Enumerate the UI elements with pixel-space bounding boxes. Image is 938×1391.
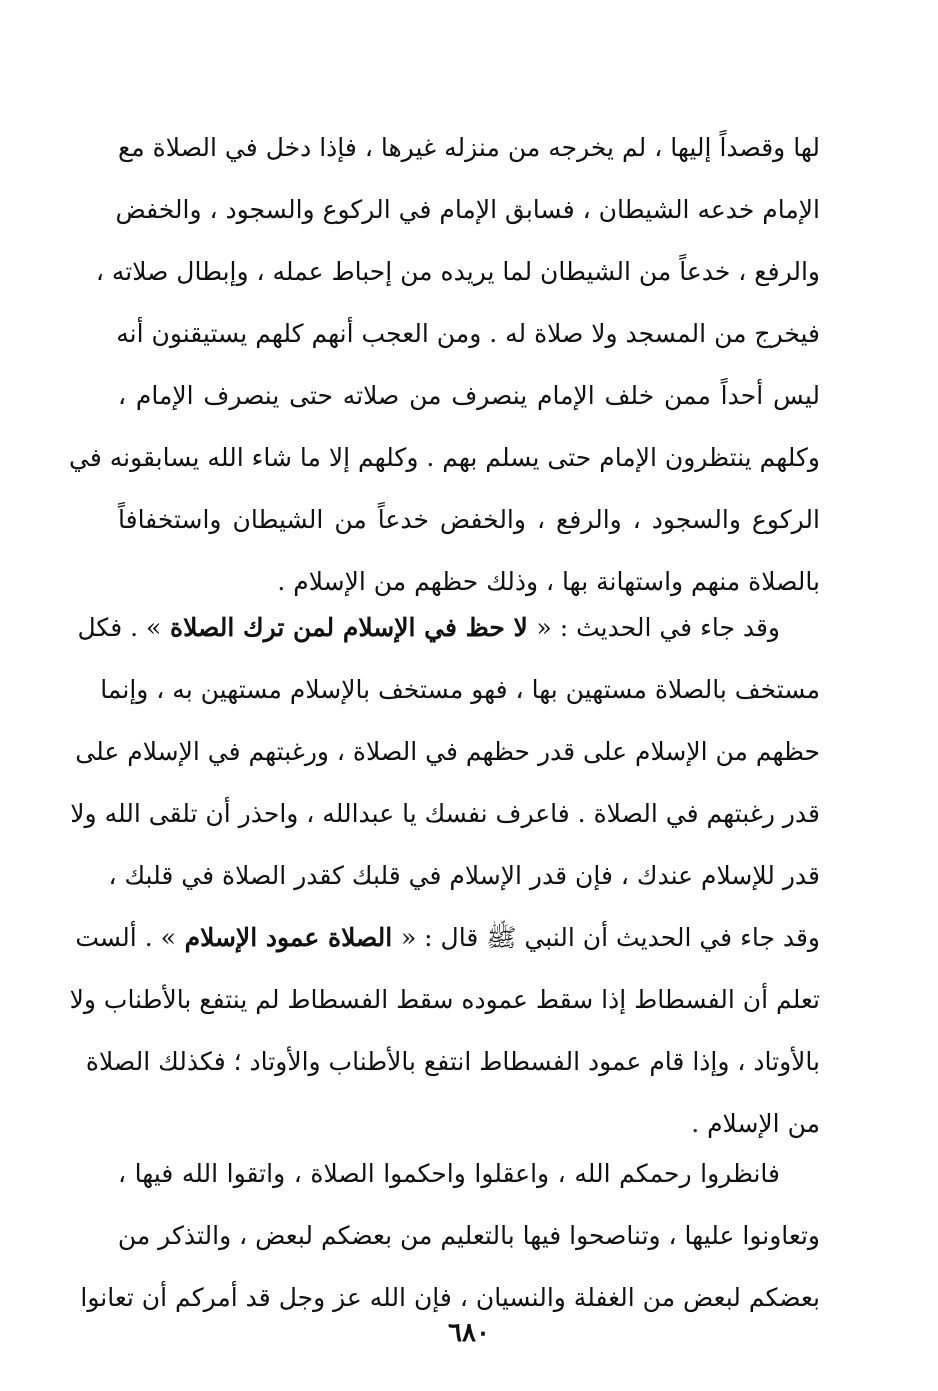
hadith-line: [77, 597, 820, 659]
text-line: قدر للإسلام عندك ، فإن قدر الإسلام في قلبك كقدر الصلاة في قلبك ،: [108, 861, 820, 890]
text-line: حظهم من الإسلام على قدر حظهم في الصلاة ، ورغبتهم في الإسلام على: [75, 737, 820, 766]
paragraph-3: [80, 1143, 820, 1329]
hadith-quote: لا حظ في الإسلام لمن ترك الصلاة: [161, 613, 537, 642]
text-line: لها وقصداً إليها ، لم يخرجه من منزله غيرها ، فإذا دخل في الصلاة مع: [118, 133, 820, 162]
text-line: الإمام خدعه الشيطان ، فسابق الإمام في الركوع والسجود ، والخفض: [115, 195, 820, 224]
hadith-line: [75, 907, 820, 969]
text-run: » . ألست: [75, 923, 176, 952]
text-run: » . فكل: [77, 613, 162, 642]
text-line: وتعاونوا عليها ، وتناصحوا فيها بالتعليم من بعضكم لبعض ، والتذكر من: [117, 1221, 820, 1250]
text-line: قدر رغبتهم في الصلاة . فاعرف نفسك يا عبدالله ، واحذر أن تلقى الله ولا: [70, 799, 820, 828]
paragraph-2: [69, 597, 820, 1155]
text-line: بعضكم لبعض من الغفلة والنسيان ، فإن الله عز وجل قد أمركم أن تعانوا: [80, 1283, 820, 1312]
text-run: وقد جاء في الحديث أن النبي ﷺ قال : «: [400, 923, 820, 952]
hadith-quote: الصلاة عمود الإسلام: [175, 923, 401, 952]
text-line: مستخف بالصلاة مستهين بها ، فهو مستخف بالإسلام مستهين به ، وإنما: [100, 675, 820, 704]
text-run: وقد جاء في الحديث : «: [536, 613, 780, 642]
page-number: ٦٨٠: [448, 1318, 490, 1348]
paragraph-1: [68, 117, 820, 613]
text-line: وكلهم ينتظرون الإمام حتى يسلم بهم . وكلهم إلا ما شاء الله يسابقونه في: [68, 443, 820, 472]
text-line: والرفع ، خدعاً من الشيطان لما يريده من إحباط عمله ، وإبطال صلاته ،: [95, 257, 820, 286]
text-line: فيخرج من المسجد ولا صلاة له . ومن العجب أنهم كلهم يستيقنون أنه: [116, 319, 820, 348]
text-line: بالصلاة منهم واستهانة بها ، وذلك حظهم من الإسلام .: [277, 567, 820, 596]
text-line: بالأوتاد ، وإذا قام عمود الفسطاط انتفع بالأطناب والأوتاد ؛ فكذلك الصلاة: [85, 1047, 820, 1076]
text-line: الركوع والسجود ، والرفع ، والخفض خدعاً من الشيطان واستخفافاً: [118, 505, 820, 534]
text-line: فانظروا رحمكم الله ، واعقلوا واحكموا الصلاة ، واتقوا الله فيها ،: [118, 1159, 780, 1188]
text-line: ليس أحداً ممن خلف الإمام ينصرف من صلاته حتى ينصرف الإمام ،: [118, 381, 820, 410]
text-line: تعلم أن الفسطاط إذا سقط عموده سقط الفسطاط لم ينتفع بالأطناب ولا: [69, 985, 820, 1014]
text-line: من الإسلام .: [691, 1109, 820, 1138]
